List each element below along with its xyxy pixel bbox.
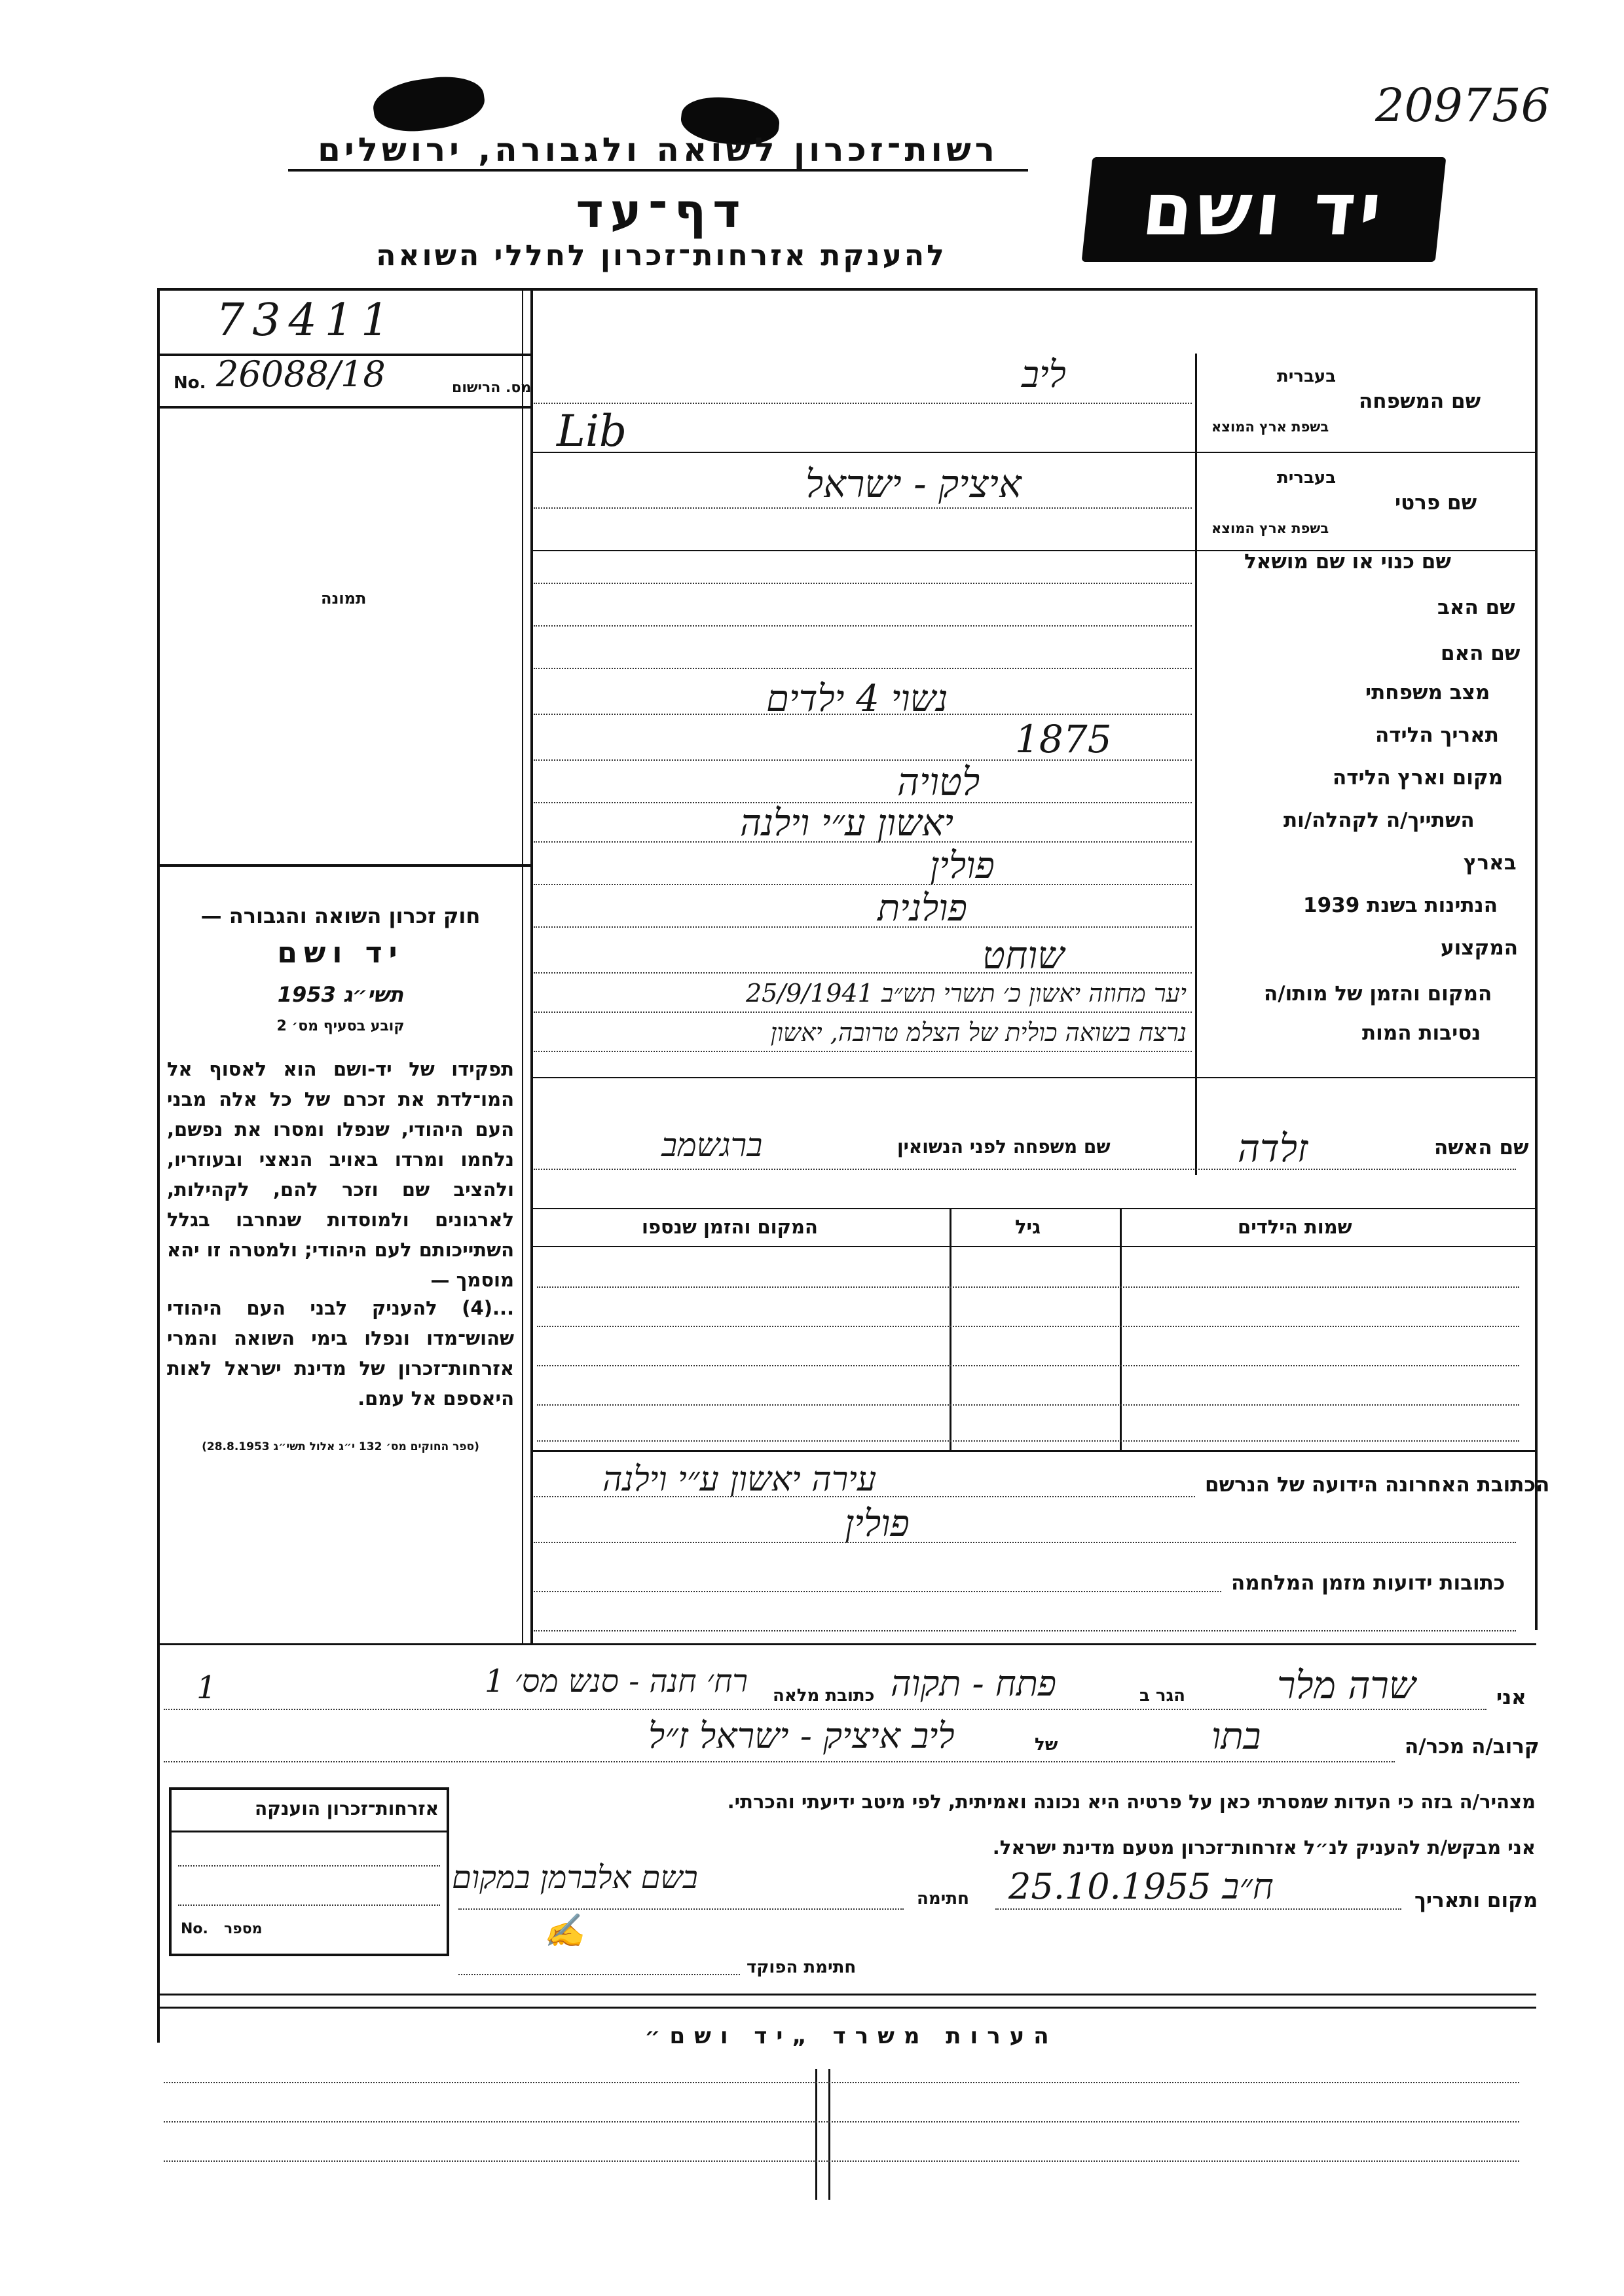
frame-top <box>157 288 1536 291</box>
notes-title: הערות משרד „יד ושם״ <box>644 2023 1058 2049</box>
death-cause-value: נרצח בשואה כולית של הצלמ טרובה, יאשון <box>770 1018 1187 1047</box>
registry-number: 209756 <box>1375 79 1551 132</box>
row-line <box>534 972 1192 974</box>
logo-text: יד ושם <box>1138 168 1390 251</box>
frame-left <box>157 288 160 2043</box>
section-rule <box>530 1077 1535 1078</box>
law-source: (ספר החוקים מס׳ 132 י״ג אלול תשי״ג 28.8.1953) <box>202 1440 479 1453</box>
reg-line <box>157 406 530 409</box>
country-label: בארץ <box>1464 851 1517 875</box>
family-name-hebrew: ליב <box>1022 354 1066 396</box>
of-label: של <box>1035 1735 1058 1755</box>
statement-text: מצהיר/ה בזה כי העדות שמסרתי כאן על פרטיה היא נכונה ואמיתית, לפי מיטב ידיעתי והכרתי. <box>727 1791 1536 1813</box>
dob-label: תאריך הלידה <box>1375 723 1499 747</box>
marital-value: נשוי 4 ילדים <box>766 678 948 720</box>
row-line <box>534 884 1192 885</box>
profession-label: המקצוע <box>1441 936 1519 960</box>
address-label: כתובת מלאה <box>773 1686 875 1705</box>
section-rule <box>530 1450 1535 1452</box>
row-line <box>164 1709 1486 1710</box>
request-text: אני מבקש/ת להעניק לנ״ל אזרחות־זכרון מטעם מדינת ישראל. <box>992 1836 1536 1859</box>
yad-vashem-logo <box>1082 157 1447 262</box>
row-line <box>178 1904 440 1906</box>
country-value: פולין <box>930 845 995 887</box>
children-header-age: גיל <box>1015 1216 1041 1238</box>
death-cause-label: נסיבות המות <box>1362 1021 1481 1045</box>
death-place-value: יער מחוזה יאשון כ׳ תשרי תש״ב 25/9/1941 <box>745 979 1187 1008</box>
row-line <box>534 668 1192 669</box>
section-rule <box>157 1643 1536 1645</box>
profession-value: שוחט <box>982 933 1065 977</box>
first-name-hebrew-sub: בעברית <box>1277 468 1337 488</box>
community-label: השתייך/ה לקהלה/ות <box>1283 809 1475 832</box>
row-line <box>534 507 1192 509</box>
notes-rule-2 <box>157 2007 1536 2009</box>
photo-box-bottom <box>157 864 530 867</box>
place-date-value: ח״ב 25.10.1955 <box>1008 1866 1274 1907</box>
label-divider <box>1195 354 1197 1175</box>
law-text: תפקידו של יד-ושם הוא לאסוף אל המו־לדת את זכרם של כל אלה מבני העם היהודי, שנפלו ומסרו את נפשם, נלחמו ומרדו באויב הנאצי ובעוזריו, ולהציב שם וזכר להם, לקהילות, לארגונים ולמוסדות שנחרבו בגלל השתייכותם לעם היהודי; ולמטרה זו יהא מוסמך — <box>167 1058 514 1291</box>
row-line <box>534 841 1192 843</box>
notes-line <box>164 2082 1519 2083</box>
form-title: דף־עד <box>576 183 747 238</box>
table-row <box>537 1440 1519 1442</box>
table-col-divider <box>1120 1208 1122 1450</box>
box-title-rule <box>172 1831 447 1832</box>
notes-rule <box>157 1994 1536 1995</box>
row-line <box>534 625 1192 627</box>
family-name-origin-sub: בשפת ארץ המוצא <box>1211 419 1329 435</box>
first-name-origin-sub: בשפת ארץ המוצא <box>1211 520 1329 536</box>
citizenship-value: פולנית <box>877 887 967 930</box>
declarant-label: אני <box>1496 1686 1526 1709</box>
signature-value: בשם אלברמן במקום <box>452 1859 698 1896</box>
living-value: פתח - תקוה <box>891 1663 1057 1704</box>
row-line <box>534 1051 1192 1052</box>
of-value: ליב איציק - ישראל ז״ל <box>648 1715 955 1757</box>
file-number: 73411 <box>216 295 397 346</box>
row-line <box>178 1865 440 1867</box>
notes-divider <box>815 2069 817 2200</box>
table-row <box>537 1326 1519 1327</box>
community-value: יאשון ע״י וילנה <box>740 802 954 845</box>
officer-signature-label: חתימת הפוקד <box>747 1958 857 1977</box>
mother-label: שם האם <box>1441 642 1521 665</box>
form-subtitle: להענקת אזרחות־זכרון לחללי השואה <box>376 239 947 272</box>
row-line <box>534 759 1192 761</box>
citizenship-box-number-label: מספר <box>224 1921 263 1937</box>
birthplace-label: מקום וארץ הלידה <box>1333 766 1504 790</box>
row-line <box>458 1974 740 1975</box>
wife-value: זלדה <box>1238 1126 1308 1171</box>
photo-label: תמונה <box>321 589 367 608</box>
row-line <box>534 1011 1192 1013</box>
row-line <box>534 1591 1221 1592</box>
nickname-label: שם כנוי או שם מושאל <box>1244 550 1451 574</box>
family-name-origin: Lib <box>557 406 627 456</box>
address-value: רח׳ חנה - סנש מס׳ 1 <box>485 1663 748 1700</box>
officer-signature: ✍ <box>544 1912 585 1950</box>
table-col-divider <box>950 1208 951 1450</box>
table-header-rule <box>530 1246 1535 1247</box>
death-place-label: המקום והזמן של מותו/ה <box>1264 982 1492 1006</box>
relation-value: בתו <box>1211 1715 1261 1758</box>
last-address-label: הכתובת האחרונה הידועה של הנרשם <box>1205 1473 1550 1497</box>
row-line <box>995 1908 1401 1910</box>
citizenship-box-no: No. <box>181 1921 208 1937</box>
maiden-value: ברגשמב <box>661 1126 763 1164</box>
dob-value: 1875 <box>1015 717 1112 761</box>
law-name: יד ושם <box>277 936 404 970</box>
table-row <box>537 1286 1519 1288</box>
row-line <box>534 583 1192 584</box>
children-table <box>530 1208 1535 1450</box>
last-address-value: עירה יאשון ע״י וילנה <box>602 1460 877 1499</box>
table-row <box>537 1365 1519 1366</box>
ink-blot <box>370 71 487 137</box>
notes-line <box>164 2160 1519 2162</box>
row-line <box>534 1496 1195 1497</box>
authority-line: רשות־זכרון לשואה ולגבורה, ירושלים <box>288 131 1028 172</box>
column-divider-2 <box>522 288 523 1643</box>
maiden-label: שם משפחה לפני הנשואין <box>897 1136 1111 1157</box>
notes-divider-2 <box>828 2069 830 2200</box>
law-year: תשי״ג 1953 <box>277 982 404 1007</box>
birthplace-value: לטויה <box>897 759 980 804</box>
living-label: הגר ב <box>1139 1686 1186 1705</box>
family-name-label: שם המשפחה <box>1359 390 1481 413</box>
war-address-label: כתובות ידועות מזמן המלחמה <box>1231 1571 1505 1595</box>
row-line <box>164 1761 1395 1762</box>
declarant-value: שרה מלר <box>1277 1663 1416 1707</box>
children-header-names: שמות הילדים <box>1238 1216 1352 1238</box>
row-line <box>534 1630 1516 1631</box>
last-address-value-2: פולין <box>845 1503 910 1545</box>
row-line <box>534 926 1192 928</box>
citizenship-label: הנתינות בשנת 1939 <box>1303 894 1498 917</box>
first-name-hebrew: איציק - ישראל <box>805 462 1022 506</box>
family-name-hebrew-sub: בעברית <box>1277 367 1337 386</box>
address-note: 1 <box>196 1669 217 1706</box>
place-date-label: מקום ותאריך <box>1414 1889 1538 1912</box>
signature-label: חתימה <box>917 1889 969 1908</box>
law-text-2: ...(4) להעניק לבני העם היהודי שהוש־מדו ונפלו בימי השואה והמרי אזרחות־זכרון של מדינת ישראל לאות היאספם אל עמם. <box>167 1297 514 1410</box>
father-label: שם האב <box>1437 596 1515 619</box>
row-line <box>534 1169 1516 1170</box>
wife-label: שם האשה <box>1434 1136 1529 1159</box>
law-clause: קובע בסעיף מס׳ 2 <box>276 1018 405 1034</box>
citizenship-box <box>169 1787 449 1956</box>
children-header-place: המקום והזמן שנספו <box>642 1216 818 1238</box>
row-line <box>534 714 1192 715</box>
reg-label: מס. הרישום <box>452 380 532 396</box>
table-row <box>537 1404 1519 1406</box>
frame-right <box>1535 288 1538 1630</box>
marital-label: מצב משפחתי <box>1365 681 1490 704</box>
notes-line <box>164 2121 1519 2123</box>
row-line <box>458 1908 904 1910</box>
row-line <box>534 403 1192 404</box>
reg-number: 26088/18 <box>216 354 386 395</box>
relation-label: קרוב/ה מכר/ה <box>1405 1735 1540 1758</box>
citizenship-box-title: אזרחות־זכרון הוענקה <box>255 1798 439 1819</box>
first-name-label: שם פרטי <box>1395 491 1477 515</box>
law-title: חוק זכרון השואה והגבורה — <box>200 903 481 928</box>
row-line <box>534 1542 1516 1543</box>
reg-no-label: No. <box>174 373 206 393</box>
row-rule <box>530 452 1535 453</box>
